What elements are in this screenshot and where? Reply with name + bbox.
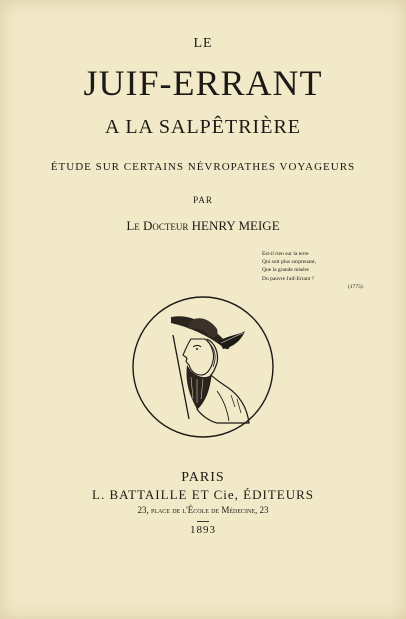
title-le: LE (193, 36, 213, 51)
epigraph-line: Que la grande misère (262, 267, 309, 274)
title-sub: A LA SALPÊTRIÈRE (104, 116, 301, 138)
imprint-year: 1893 (190, 524, 216, 536)
epigraph (262, 250, 372, 291)
title-main: JUIF-ERRANT (83, 63, 323, 103)
subtitle: ÉTUDE SUR CERTAINS NÉVROPATHES VOYAGEURS (50, 161, 356, 173)
imprint-city: PARIS (181, 470, 225, 485)
par-label: PAR (193, 195, 213, 205)
epigraph-line: Qui soit plus surprenant, (262, 259, 317, 266)
divider (197, 521, 209, 522)
epigraph-line: Est-il rien sur la terre (262, 251, 309, 257)
author-line (0, 218, 406, 234)
imprint-address: 23, place de l'École de Médecine, 23 (137, 505, 269, 515)
wandering-jew-portrait-icon (131, 295, 275, 439)
imprint-publisher: L. BATTAILLE ET Cie, ÉDITEURS (92, 487, 314, 502)
author-name: HENRY MEIGE (191, 218, 280, 233)
epigraph-line: Du pauvre Juif-Errant ? (262, 275, 315, 282)
epigraph-year: (1775). (347, 283, 364, 290)
author-prefix: Le Docteur (126, 218, 189, 233)
